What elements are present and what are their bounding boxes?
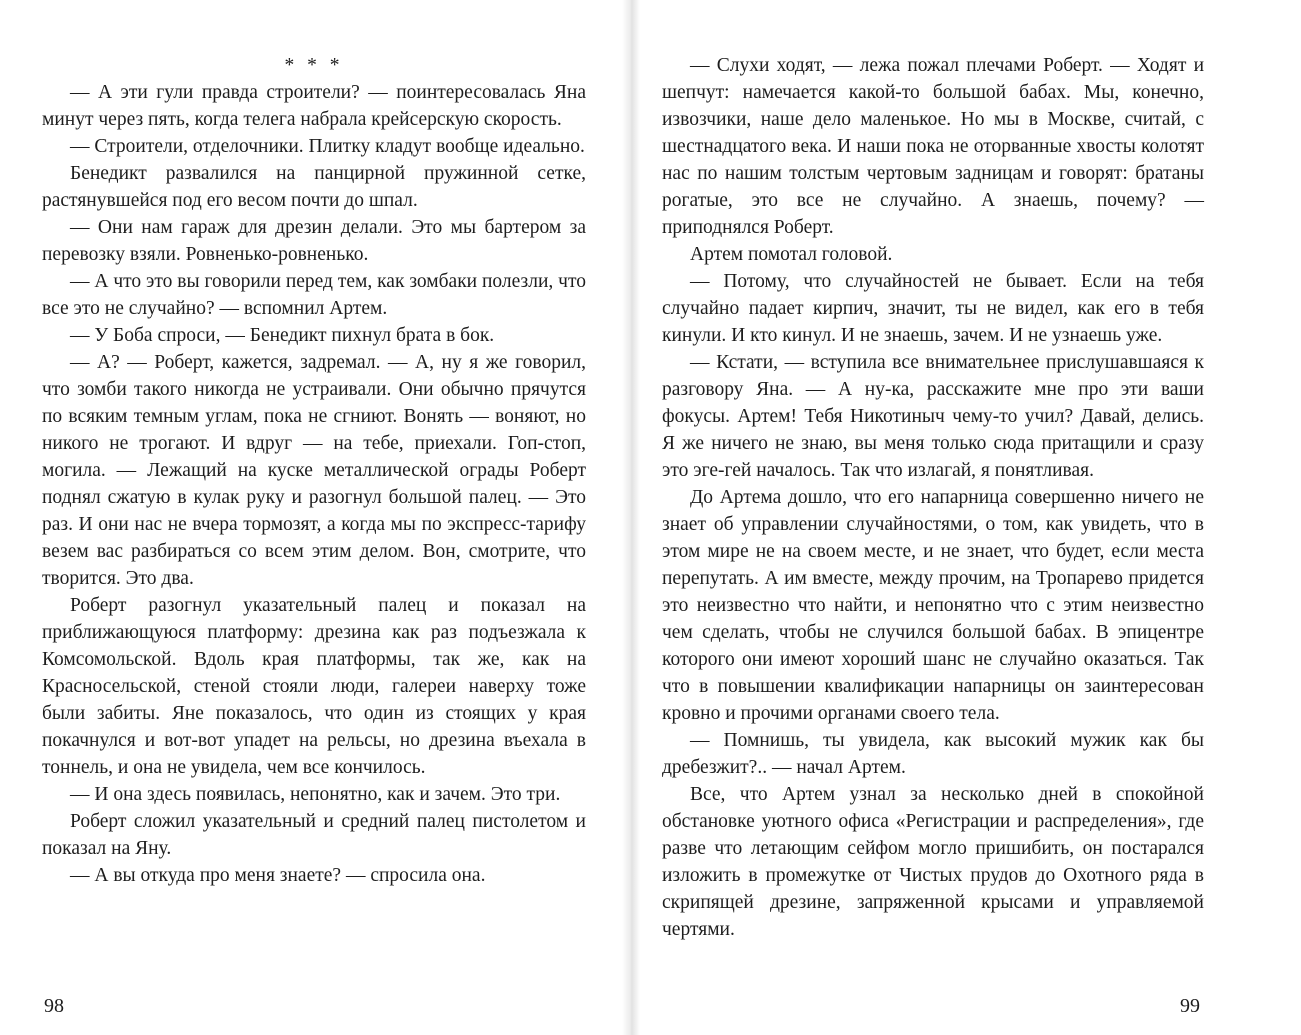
paragraph: — У Боба спроси, — Бенедикт пихнул брата в бок.: [70, 325, 495, 346]
paragraph: — Кстати, — вступила все внимательнее прислушавшаяся к разговору Яна. — А ну-ка, расскажите мне про эти ваши фокусы. Артем! Тебя Никотиныч чему-то учил? Давай, делись. Я же ничего не знаю, вы меня только сюда притащили и сразу это эге-гей началось. Так что излагай, я понятливая.: [662, 352, 1204, 481]
paragraph: — Помнишь, ты увидела, как высокий мужик как бы дребезжит?.. — начал Артем.: [662, 730, 1204, 778]
paragraph: — Строители, отделочники. Плитку кладут вообще идеально.: [70, 136, 585, 157]
paragraph: Все, что Артем узнал за несколько дней в спокойной обстановке уютного офиса «Регистрации и распределения», где разве что летающим сейфом могло пришибить, он постарался изложить в промежутке от Чистых прудов до Охотного ряда в скрипящей дрезине, запряженной крысами и управляемой чертями.: [662, 784, 1204, 940]
book-gutter: [622, 0, 640, 1035]
paragraph: Роберт сложил указательный и средний палец пистолетом и показал на Яну.: [42, 811, 586, 859]
paragraph: — А эти гули правда строители? — поинтересовалась Яна минут через пять, когда телега набрала крейсерскую скорость.: [42, 82, 586, 130]
paragraph: — А что это вы говорили перед тем, как зомбаки полезли, что все это не случайно? — вспомнил Артем.: [42, 271, 586, 319]
paragraph: — И она здесь появилась, непонятно, как и зачем. Это три.: [70, 784, 561, 805]
paragraph: — Слухи ходят, — лежа пожал плечами Роберт. — Ходят и шепчут: намечается какой-то большой бабах. Мы, конечно, извозчики, наше дело маленькое. Но мы в Москве, считай, с шестнадцатого века. И наши пока не оторванные хвосты колотят нас по нашим толстым чертовым задницам и говорят: братаны рогатые, это все не случайно. А знаешь, почему? — приподнялся Роберт.: [662, 55, 1204, 238]
right-page: [662, 52, 1204, 943]
right-page-number: 99: [1180, 995, 1200, 1017]
paragraph: — Потому, что случайностей не бывает. Если на тебя случайно падает кирпич, значит, ты не видел, как его в тебя кинули. И кто кинул. И не знаешь, зачем. И не узнаешь уже.: [662, 271, 1204, 346]
paragraph: — А вы откуда про меня знаете? — спросила она.: [70, 865, 486, 886]
section-separator: * * *: [284, 55, 344, 76]
paragraph: Артем помотал головой.: [690, 244, 893, 265]
paragraph: — Они нам гараж для дрезин делали. Это мы бартером за перевозку взяли. Ровненько-ровненько.: [42, 217, 586, 265]
left-page-number: 98: [44, 995, 64, 1017]
left-page: [42, 52, 586, 889]
paragraph: Бенедикт развалился на панцирной пружинной сетке, растянувшейся под его весом почти до шпал.: [42, 163, 586, 211]
paragraph: До Артема дошло, что его напарница совершенно ничего не знает об управлении случайностями, о том, как увидеть, что в этом мире не на своем месте, и не знает, что будет, если места перепутать. А им вместе, между прочим, на Тропарево придется это неизвестно что найти, и непонятно что с этим неизвестно чем сделать, чтобы не случился большой бабах. В эпицентре которого они имеют хороший шанс не случайно оказаться. Так что в повышении квалификации напарницы он заинтересован кровно и прочими органами своего тела.: [662, 487, 1204, 724]
paragraph: — А? — Роберт, кажется, задремал. — А, ну я же говорил, что зомби такого никогда не устраивали. Они обычно прячутся по всяким темным углам, пока не сгниют. Вонять — воняют, но никого не трогают. И вдруг — на тебе, приехали. Гоп-стоп, могила. — Лежащий на куске металлической ограды Роберт поднял сжатую в кулак руку и разогнул большой палец. — Это раз. И они нас не вчера тормозят, а когда мы по экспресс-тарифу везем вас разбираться со всем этим делом. Вон, смотрите, что творится. Это два.: [42, 352, 586, 589]
paragraph: Роберт разогнул указательный палец и показал на приближающуюся платформу: дрезина как раз подъезжала к Комсомольской. Вдоль края платформы, так же, как на Красносельской, стеной стояли люди, галереи наверху тоже были забиты. Яне показалось, что один из стоящих у края покачнулся и вот-вот упадет на рельсы, но дрезина въехала в тоннель, и она не увидела, чем все кончилось.: [42, 595, 586, 778]
